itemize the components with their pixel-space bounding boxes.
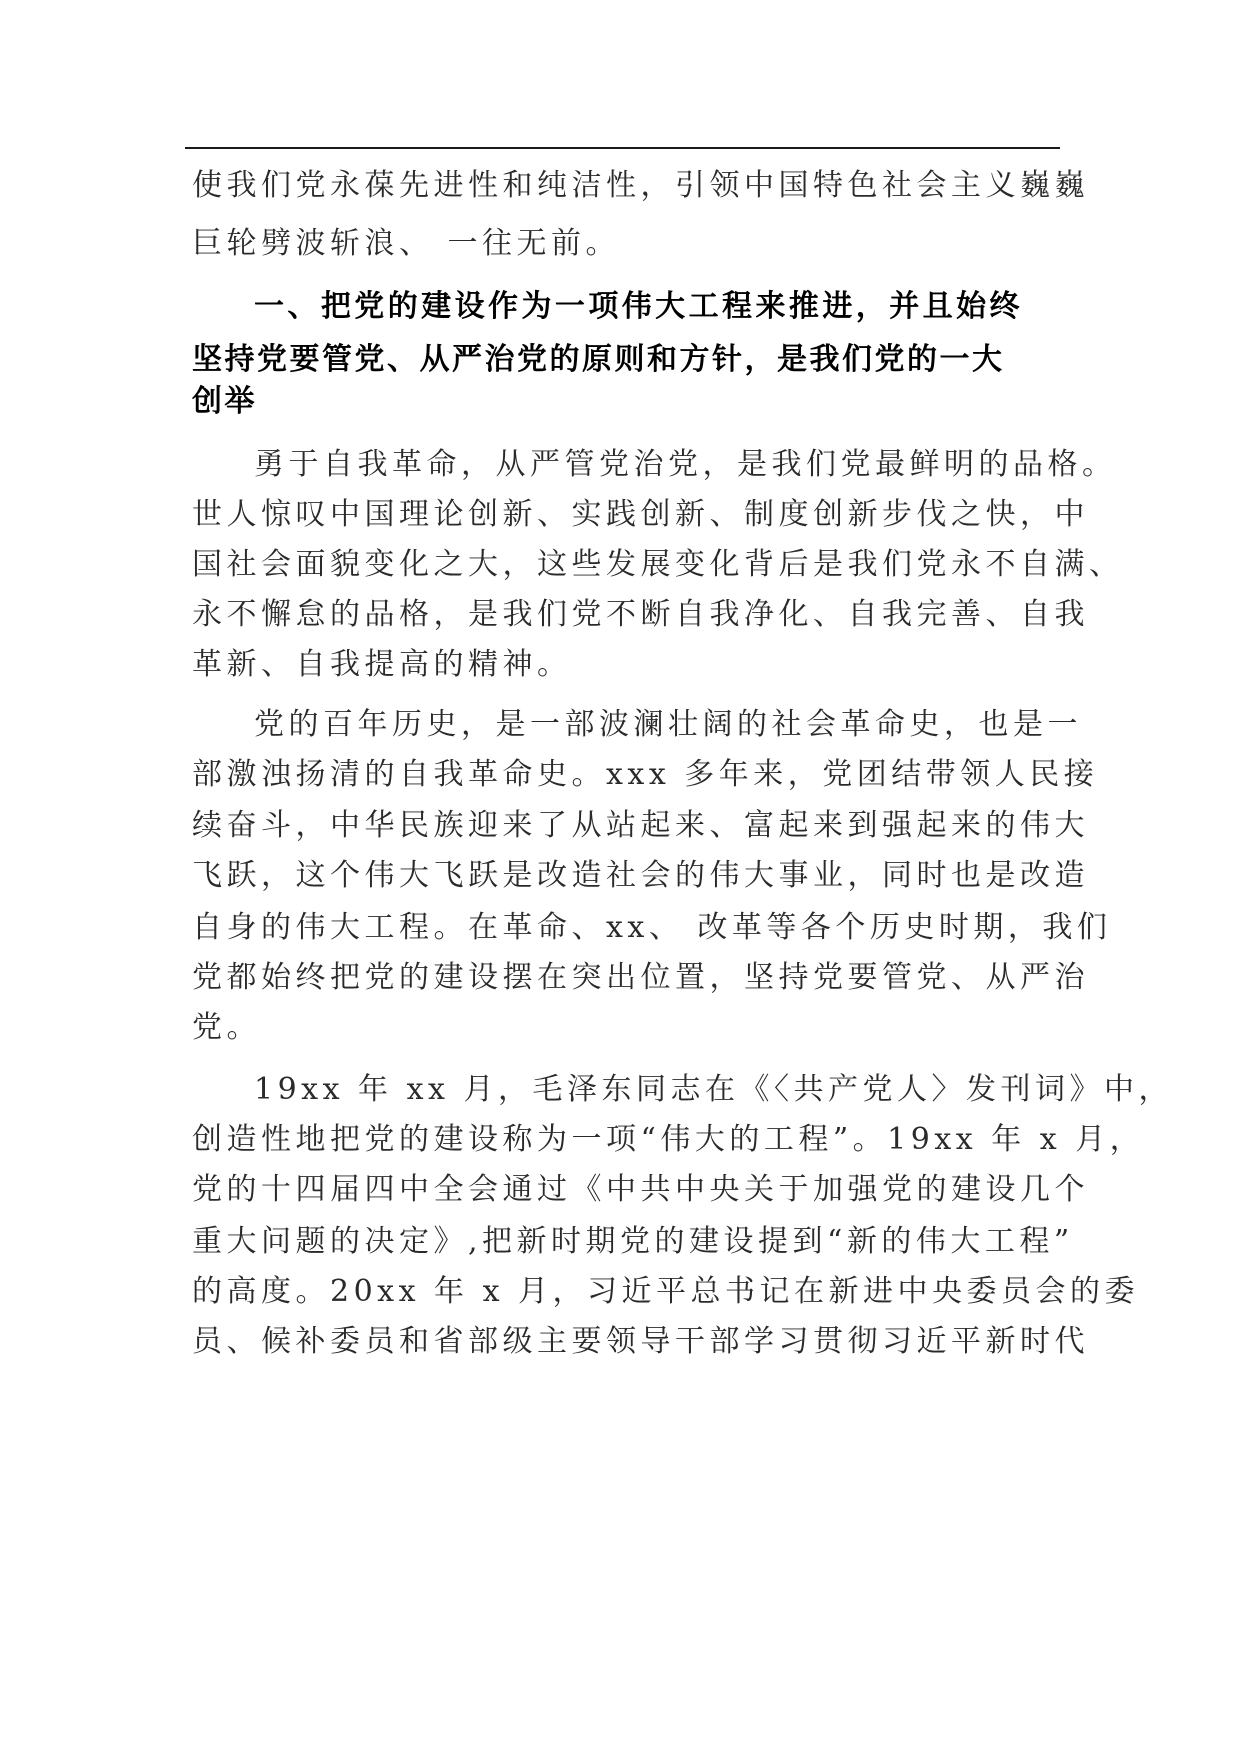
- section-heading-line: 创举: [192, 384, 257, 419]
- paragraph-line: 自身的伟大工程。在革命、xx、 改革等各个历史时期，我们: [192, 910, 1112, 945]
- header-rule: [185, 147, 1060, 149]
- paragraph-line: 党。: [192, 1010, 261, 1045]
- paragraph-line: 世人惊叹中国理论创新、实践创新、制度创新步伐之快，中: [192, 497, 1089, 532]
- intro-line: 使我们党永葆先进性和纯洁性，引领中国特色社会主义巍巍: [192, 168, 1089, 203]
- paragraph-line: 党的百年历史，是一部波澜壮阔的社会革命史，也是一: [254, 707, 1082, 742]
- paragraph-line: 永不懈怠的品格，是我们党不断自我净化、自我完善、自我: [192, 597, 1089, 632]
- paragraph-line: 重大问题的决定》,把新时期党的建设提到“新的伟大工程”: [192, 1224, 1074, 1259]
- section-heading-line: 一、把党的建设作为一项伟大工程来推进，并且始终: [254, 289, 1022, 324]
- paragraph-line: 员、候补委员和省部级主要领导干部学习贯彻习近平新时代: [192, 1324, 1089, 1359]
- paragraph-line: 部激浊扬清的自我革命史。xxx 多年来，党团结带领人民接: [192, 757, 1099, 792]
- paragraph-line: 飞跃，这个伟大飞跃是改造社会的伟大事业，同时也是改造: [192, 858, 1089, 893]
- section-heading-line: 坚持党要管党、从严治党的原则和方针，是我们党的一大: [192, 342, 1005, 377]
- paragraph-line: 创造性地把党的建设称为一项“伟大的工程”。19xx 年 x 月，: [192, 1122, 1145, 1157]
- paragraph-line: 续奋斗，中华民族迎来了从站起来、富起来到强起来的伟大: [192, 808, 1089, 843]
- paragraph-line: 党的十四届四中全会通过《中共中央关于加强党的建设几个: [192, 1172, 1089, 1207]
- paragraph-line: 勇于自我革命，从严管党治党，是我们党最鲜明的品格。: [254, 447, 1117, 482]
- paragraph-line: 的高度。20xx 年 x 月，习近平总书记在新进中央委员会的委: [192, 1274, 1140, 1309]
- paragraph-line: 革新、自我提高的精神。: [192, 647, 572, 682]
- paragraph-line: 19xx 年 xx 月，毛泽东同志在《〈共产党人〉发刊词》中，: [254, 1072, 1173, 1107]
- paragraph-line: 国社会面貌变化之大，这些发展变化背后是我们党永不自满、: [192, 547, 1124, 582]
- paragraph-line: 党都始终把党的建设摆在突出位置，坚持党要管党、从严治: [192, 960, 1089, 995]
- intro-line: 巨轮劈波斩浪、 一往无前。: [192, 226, 621, 261]
